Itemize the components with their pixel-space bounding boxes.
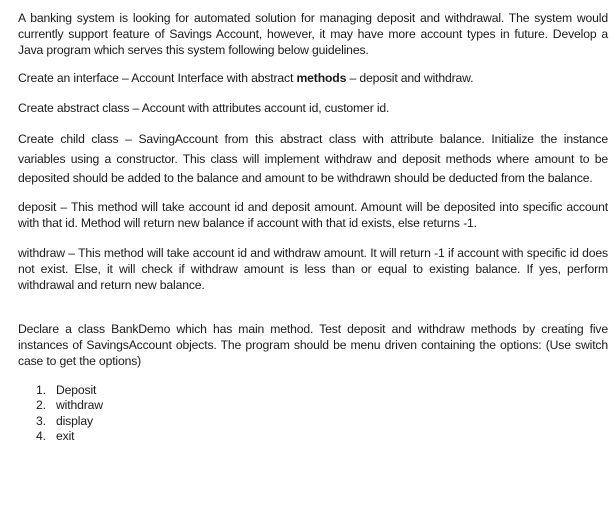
bankdemo-paragraph: Declare a class BankDemo which has main method. Test deposit and withdraw methods by creating five instances of SavingsAccount objects. The program should be menu driven containing the options: (Use switch case to get the options) [18, 321, 608, 368]
list-item-label: withdraw [56, 398, 103, 412]
abstract-class-paragraph: Create abstract class – Account with attributes account id, customer id. [18, 101, 390, 115]
list-item-label: exit [56, 429, 75, 443]
assignment-document [18, 10, 608, 445]
interface-text-end: – deposit and withdraw. [346, 71, 474, 85]
list-item-label: display [56, 413, 93, 428]
list-item-number: 3. [36, 413, 46, 428]
list-item [36, 414, 608, 430]
interface-text: Create an interface – Account Interface with abstract [18, 71, 297, 85]
list-item-number: 4. [36, 429, 46, 443]
child-class-paragraph: Create child class – SavingAccount from this abstract class with attribute balance. Initialize the instance variables using a constructor. This class will implement withdraw and deposit methods where amount to be deposited should be added to the balance and amount to be withdrawn should be deducted from the balance. [18, 132, 608, 185]
interface-paragraph [18, 70, 608, 86]
list-item [36, 398, 608, 414]
methods-bold-text: methods [296, 71, 347, 85]
deposit-paragraph: deposit – This method will take account id and deposit amount. Amount will be deposited into specific account with that id. Method will return new balance if account with that id exists, else returns -1. [18, 199, 608, 230]
list-item-number: 1. [36, 382, 46, 397]
menu-options-list [18, 383, 608, 445]
list-item-label: Deposit [56, 382, 97, 397]
list-item-number: 2. [36, 398, 46, 412]
withdraw-paragraph: withdraw – This method will take account id and withdraw amount. It will return -1 if account with specific id does not exist. Else, it will check if withdraw amount is less than or equal to existing balance. If yes, perform withdrawal and return new balance. [18, 245, 608, 292]
list-item [36, 383, 608, 399]
intro-paragraph: A banking system is looking for automated solution for managing deposit and withdrawal. The system would currently support feature of Savings Account, however, it may have more account types in future. Develop a Java program which serves this system following below guidelines. [18, 11, 608, 57]
list-item [36, 429, 608, 445]
